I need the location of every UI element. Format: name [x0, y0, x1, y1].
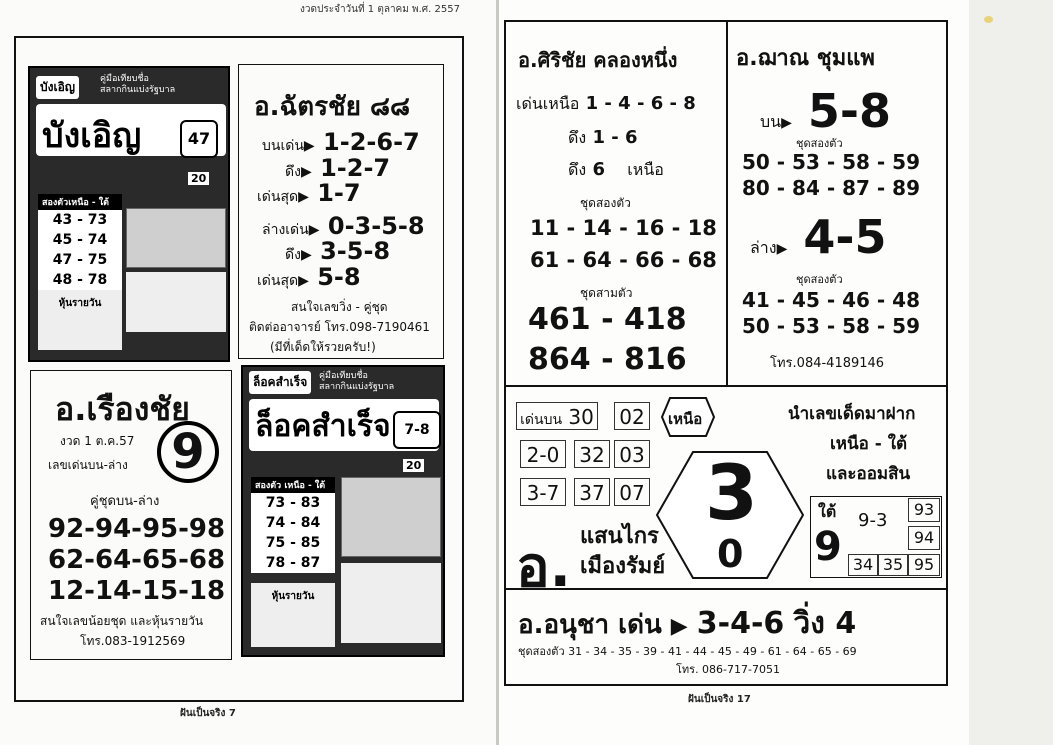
section-divider	[506, 385, 946, 387]
sirichai-line: ดึง 1 - 6	[568, 127, 638, 148]
chatchai-note: สนใจเลขวิ่ง - คู่ชุด	[291, 300, 388, 314]
rueangchai-name: อ.เรืองชัย	[55, 390, 190, 428]
sirichai-name: อ.ศิริชัย คลองหนึ่ง	[518, 48, 678, 72]
chatchai-row: ดึง▶ 3-5-8	[285, 237, 391, 265]
sirichai-three-row: 864 - 816	[528, 342, 687, 377]
chatchai-row: บนเด่น▶ 1-2-6-7	[262, 128, 420, 156]
chatchai-row: เด่นสุด▶ 1-7	[257, 179, 361, 207]
sirichai-three-row: 461 - 418	[528, 302, 687, 337]
magazine-tag: ล็อคสำเร็จ	[249, 371, 311, 394]
rueangchai-row: 62-64-65-68	[48, 545, 226, 575]
yan-top: บน▶ 5-8	[760, 84, 891, 138]
magazine-ad-image	[341, 477, 441, 557]
big-number-top: 3	[705, 448, 758, 537]
rueangchai-row: 12-14-15-18	[48, 576, 226, 606]
grid-cell: 02	[614, 402, 650, 430]
yan-phone: โทร.084-4189146	[770, 356, 885, 371]
chatchai-note: (มีที่เด็ดให้รวยครับ!)	[270, 340, 376, 354]
tai-mid: 9-3	[858, 510, 888, 531]
chatchai-row: เด่นสุด▶ 5-8	[257, 263, 361, 291]
big-number-bottom: 0	[717, 532, 744, 576]
rueangchai-row: 92-94-95-98	[48, 514, 226, 544]
sirichai-two-row: 11 - 14 - 16 - 18	[530, 216, 717, 240]
yan-top-row: 80 - 84 - 87 - 89	[742, 176, 921, 200]
yan-name: อ.ฌาณ ชุมแพ	[736, 46, 875, 71]
magazine-bangoen	[28, 66, 230, 362]
sirichai-two-label: ชุดสองตัว	[580, 196, 631, 210]
saenthai-message: นำเลขเด็ดมาฝาก	[788, 404, 916, 424]
footer-right: ฝันเป็นจริง 17	[688, 694, 751, 705]
magazine-ad-text	[126, 272, 226, 332]
saenthai-prefix: อ.	[516, 535, 571, 600]
magazine-title: บังเอิญ	[42, 116, 142, 156]
page-edge	[969, 0, 1053, 745]
anucha-phone: โทร. 086-717-7051	[676, 663, 780, 676]
magazine-tag: บังเอิญ	[36, 76, 79, 99]
grid-cell: 07	[614, 478, 650, 506]
rueangchai-note: สนใจเลขน้อยชุด และหุ้นรายวัน	[40, 614, 204, 628]
grid-cell: 03	[614, 440, 650, 468]
magazine-pairs: สองตัวเหนือ - ใต้ 43 - 73 45 - 74 47 - 75 48 - 78	[38, 194, 122, 290]
magazine-ad-title: หุ้นรายวัน	[251, 583, 335, 647]
rueangchai-draw-label: เลขเด่นบน-ล่าง	[48, 458, 128, 472]
magazine-badge: 7-8	[393, 411, 441, 449]
color-mark	[984, 16, 993, 23]
magazine-price: 20	[403, 459, 424, 472]
magazine-price: 20	[188, 172, 209, 185]
saenthai-message: เหนือ - ใต้	[830, 434, 908, 454]
chatchai-name: อ.ฉัตรชัย ๘๘	[254, 92, 411, 122]
tai-cell: 95	[908, 554, 940, 576]
footer-left: ฝันเป็นจริง 7	[180, 708, 236, 719]
saenthai-message: และออมสิน	[826, 464, 911, 484]
tai-cell: 94	[908, 526, 940, 550]
chatchai-phone: ติดต่ออาจารย์ โทร.098-7190461	[249, 320, 430, 334]
tai-label: ใต้	[818, 502, 837, 521]
sirichai-three-label: ชุดสามตัว	[580, 286, 633, 300]
rueangchai-big-number: 9	[157, 421, 219, 483]
yan-bottom-row: 50 - 53 - 58 - 59	[742, 314, 921, 338]
tai-cell: 93	[908, 498, 940, 522]
tai-cell: 34	[848, 554, 878, 576]
anucha-row: อ.อนุชา เด่น ▶ 3-4-6 วิ่ง 4	[518, 606, 857, 641]
magazine-badge: 47	[180, 120, 218, 158]
sirichai-line: เด่นเหนือ 1 - 4 - 6 - 8	[516, 93, 696, 114]
grid-cell: เด่นบน 30	[516, 402, 598, 430]
anucha-two: ชุดสองตัว 31 - 34 - 35 - 39 - 41 - 44 - 45 - 49 - 61 - 64 - 65 - 69	[518, 645, 857, 658]
page-header: งวดประจำวันที่ 1 ตุลาคม พ.ศ. 2557	[300, 4, 460, 15]
chatchai-row: ล่างเด่น▶ 0-3-5-8	[262, 212, 425, 240]
rueangchai-pairs-label: คู่ชุดบน-ล่าง	[90, 494, 160, 509]
grid-cell: 32	[574, 440, 610, 468]
magazine-subtitle: คู่มือเทียบชื่อ สลากกินแบ่งรัฐบาล	[100, 74, 176, 95]
magazine-title: ล็อคสำเร็จ	[255, 409, 391, 444]
saenthai-name: แสนไกร	[580, 524, 659, 549]
grid-cell: 37	[574, 478, 610, 506]
grid-cell: 3-7	[520, 478, 566, 506]
tai-cell: 35	[878, 554, 908, 576]
section-divider	[506, 588, 946, 590]
magazine-subtitle: คู่มือเทียบชื่อ สลากกินแบ่งรัฐบาล	[319, 371, 395, 392]
rueangchai-draw: งวด 1 ต.ค.57	[60, 434, 135, 448]
magazine-pairs: สองตัว เหนือ - ใต้ 73 - 83 74 - 84 75 - 85 78 - 87	[251, 477, 335, 573]
chatchai-row: ดึง▶ 1-2-7	[285, 154, 391, 182]
yan-two-label: ชุดสองตัว	[796, 273, 843, 286]
magazine-ad-text	[341, 563, 441, 643]
magazine-ad-image	[126, 208, 226, 268]
yan-bottom: ล่าง▶ 4-5	[750, 210, 887, 264]
yan-bottom-row: 41 - 45 - 46 - 48	[742, 288, 921, 312]
magazine-ad-title: หุ้นรายวัน	[38, 290, 122, 350]
rueangchai-phone: โทร.083-1912569	[80, 634, 186, 648]
hex-label: เหนือ	[668, 410, 703, 428]
saenthai-surname: เมืองรัมย์	[580, 554, 666, 579]
column-divider	[726, 22, 728, 386]
tai-big-number: 9	[814, 524, 842, 570]
yan-two-label: ชุดสองตัว	[796, 137, 843, 150]
grid-cell: 2-0	[520, 440, 566, 468]
sirichai-line: ดึง 6 เหนือ	[568, 159, 664, 180]
sirichai-two-row: 61 - 64 - 66 - 68	[530, 248, 717, 272]
magazine-lok-samret	[241, 365, 445, 657]
yan-top-row: 50 - 53 - 58 - 59	[742, 150, 921, 174]
